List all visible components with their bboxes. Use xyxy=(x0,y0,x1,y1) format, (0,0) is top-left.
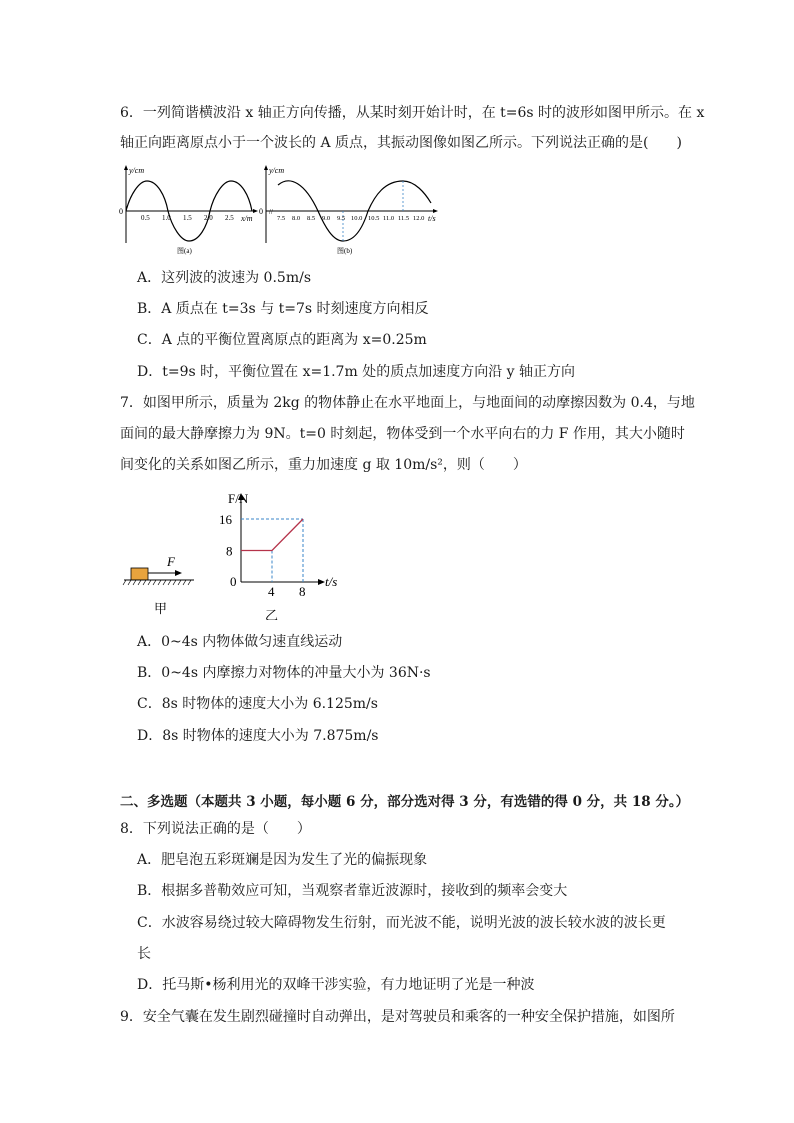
block xyxy=(131,568,148,580)
q7-fig-yi-caption: 乙 xyxy=(265,608,279,620)
y-tick-label: 16 xyxy=(219,512,232,527)
q6-fig-a-tick: 1.0 xyxy=(162,214,171,222)
q7-stem-line2: 面间的最大静摩擦力为 9N。t=0 时刻起，物体受到一个水平向右的力 F 作用，其大小随时 xyxy=(120,426,685,442)
q7-fig-yi xyxy=(219,491,337,620)
q7-stem-line1: 7．如图甲所示，质量为 2kg 的物体静止在水平地面上，与地面间的动摩擦因数为 0.4，与地 xyxy=(120,395,695,411)
q6-option-b[interactable]: B．A 质点在 t=3s 与 t=7s 时刻速度方向相反 xyxy=(137,301,429,317)
q6-stem-line1: 6．一列简谐横波沿 x 轴正方向传播，从某时刻开始计时，在 t=6s 时的波形如图甲所示。在 x xyxy=(120,105,705,121)
q6-fig-a-tick: 2.5 xyxy=(225,214,234,222)
q6-fig-b-xlabel: t/s xyxy=(428,214,436,223)
q7-fig-jia xyxy=(123,554,194,616)
q6-fig-b-tick: 10.0 xyxy=(351,215,363,222)
q6-fig-a-tick: 0.5 xyxy=(141,214,150,222)
q6-fig-b-tick: 9.0 xyxy=(322,215,331,222)
q6-option-c[interactable]: C．A 点的平衡位置离原点的距离为 x=0.25m xyxy=(137,332,427,348)
svg-text://: // xyxy=(269,208,273,216)
q8-option-c[interactable]: C．水波容易绕过较大障碍物发生衍射，而光波不能，说明光波的波长较水波的波长更 xyxy=(137,915,666,931)
series-line xyxy=(241,519,303,551)
q8-option-c-cont: 长 xyxy=(137,946,151,962)
y-tick-label: 8 xyxy=(226,543,233,559)
y-axis-label: F/N xyxy=(228,491,249,506)
q6-fig-b-tick: 9.5 xyxy=(337,215,346,222)
q6-fig-a-tick: 2.0 xyxy=(204,214,213,222)
q7-stem-line3: 间变化的关系如图乙所示，重力加速度 g 取 10m/s²，则（ ） xyxy=(120,457,527,473)
q6-fig-b-origin: 0 xyxy=(259,207,263,216)
q6-fig-a-caption: 图(a) xyxy=(177,247,192,255)
origin-label: 0 xyxy=(230,574,237,589)
q7-option-d[interactable]: D．8s 时物体的速度大小为 7.875m/s xyxy=(137,728,379,744)
q6-fig-b-tick: 12.0 xyxy=(413,215,425,222)
q6-fig-a-tick: 1.5 xyxy=(183,214,192,222)
x-tick-label: 4 xyxy=(268,584,275,599)
q7-fig-jia-caption: 甲 xyxy=(154,601,168,616)
q6-fig-a-ylabel: y/cm xyxy=(129,166,145,175)
q7-figure xyxy=(120,488,350,620)
q8-option-d[interactable]: D．托马斯•杨利用光的双峰干涉实验，有力地证明了光是一种波 xyxy=(137,977,535,993)
q6-figure xyxy=(115,163,445,258)
q8-option-a[interactable]: A．肥皂泡五彩斑斓是因为发生了光的偏振现象 xyxy=(137,852,428,868)
q6-fig-a xyxy=(119,165,258,255)
q6-fig-a-xlabel: x/m xyxy=(241,214,253,223)
q6-fig-b-tick: 8.0 xyxy=(292,215,301,222)
q8-option-b[interactable]: B．根据多普勒效应可知，当观察者靠近波源时，接收到的频率会变大 xyxy=(137,883,568,899)
q7-option-c[interactable]: C．8s 时物体的速度大小为 6.125m/s xyxy=(137,696,378,712)
q6-fig-b-ylabel: y/cm xyxy=(269,166,285,175)
q8-stem: 8．下列说法正确的是（ ） xyxy=(120,821,311,837)
q7-option-b[interactable]: B．0~4s 内摩擦力对物体的冲量大小为 36N·s xyxy=(137,665,431,681)
x-tick-label: 8 xyxy=(299,584,306,599)
q6-fig-a-origin: 0 xyxy=(119,207,123,216)
force-label: F xyxy=(167,554,175,569)
q7-option-a[interactable]: A．0~4s 内物体做匀速直线运动 xyxy=(137,634,343,650)
q9-stem-line1: 9．安全气囊在发生剧烈碰撞时自动弹出，是对驾驶员和乘客的一种安全保护措施，如图所 xyxy=(120,1009,675,1025)
q6-fig-b-tick: 7.5 xyxy=(277,215,286,222)
section-header: 二、多选题（本题共 3 小题，每小题 6 分，部分选对得 3 分，有选错的得 0 分，共 18 分。） xyxy=(120,794,690,810)
q6-stem-line2: 轴正向距离原点小于一个波长的 A 质点，其振动图像如图乙所示。下列说法正确的是( ) xyxy=(120,135,682,151)
q6-fig-b-tick: 11.5 xyxy=(398,215,410,222)
q6-fig-b-tick: 8.5 xyxy=(307,215,316,222)
x-axis-label: t/s xyxy=(325,574,338,589)
q6-option-d[interactable]: D．t=9s 时，平衡位置在 x=1.7m 处的质点加速度方向沿 y 轴正方向 xyxy=(137,364,575,380)
q6-fig-b-tick: 10.5 xyxy=(368,215,380,222)
q6-fig-b-caption: 图(b) xyxy=(337,247,353,255)
q6-option-a[interactable]: A．这列波的波速为 0.5m/s xyxy=(137,270,312,286)
q6-fig-b xyxy=(259,165,438,255)
q6-fig-b-tick: 11.0 xyxy=(383,215,395,222)
